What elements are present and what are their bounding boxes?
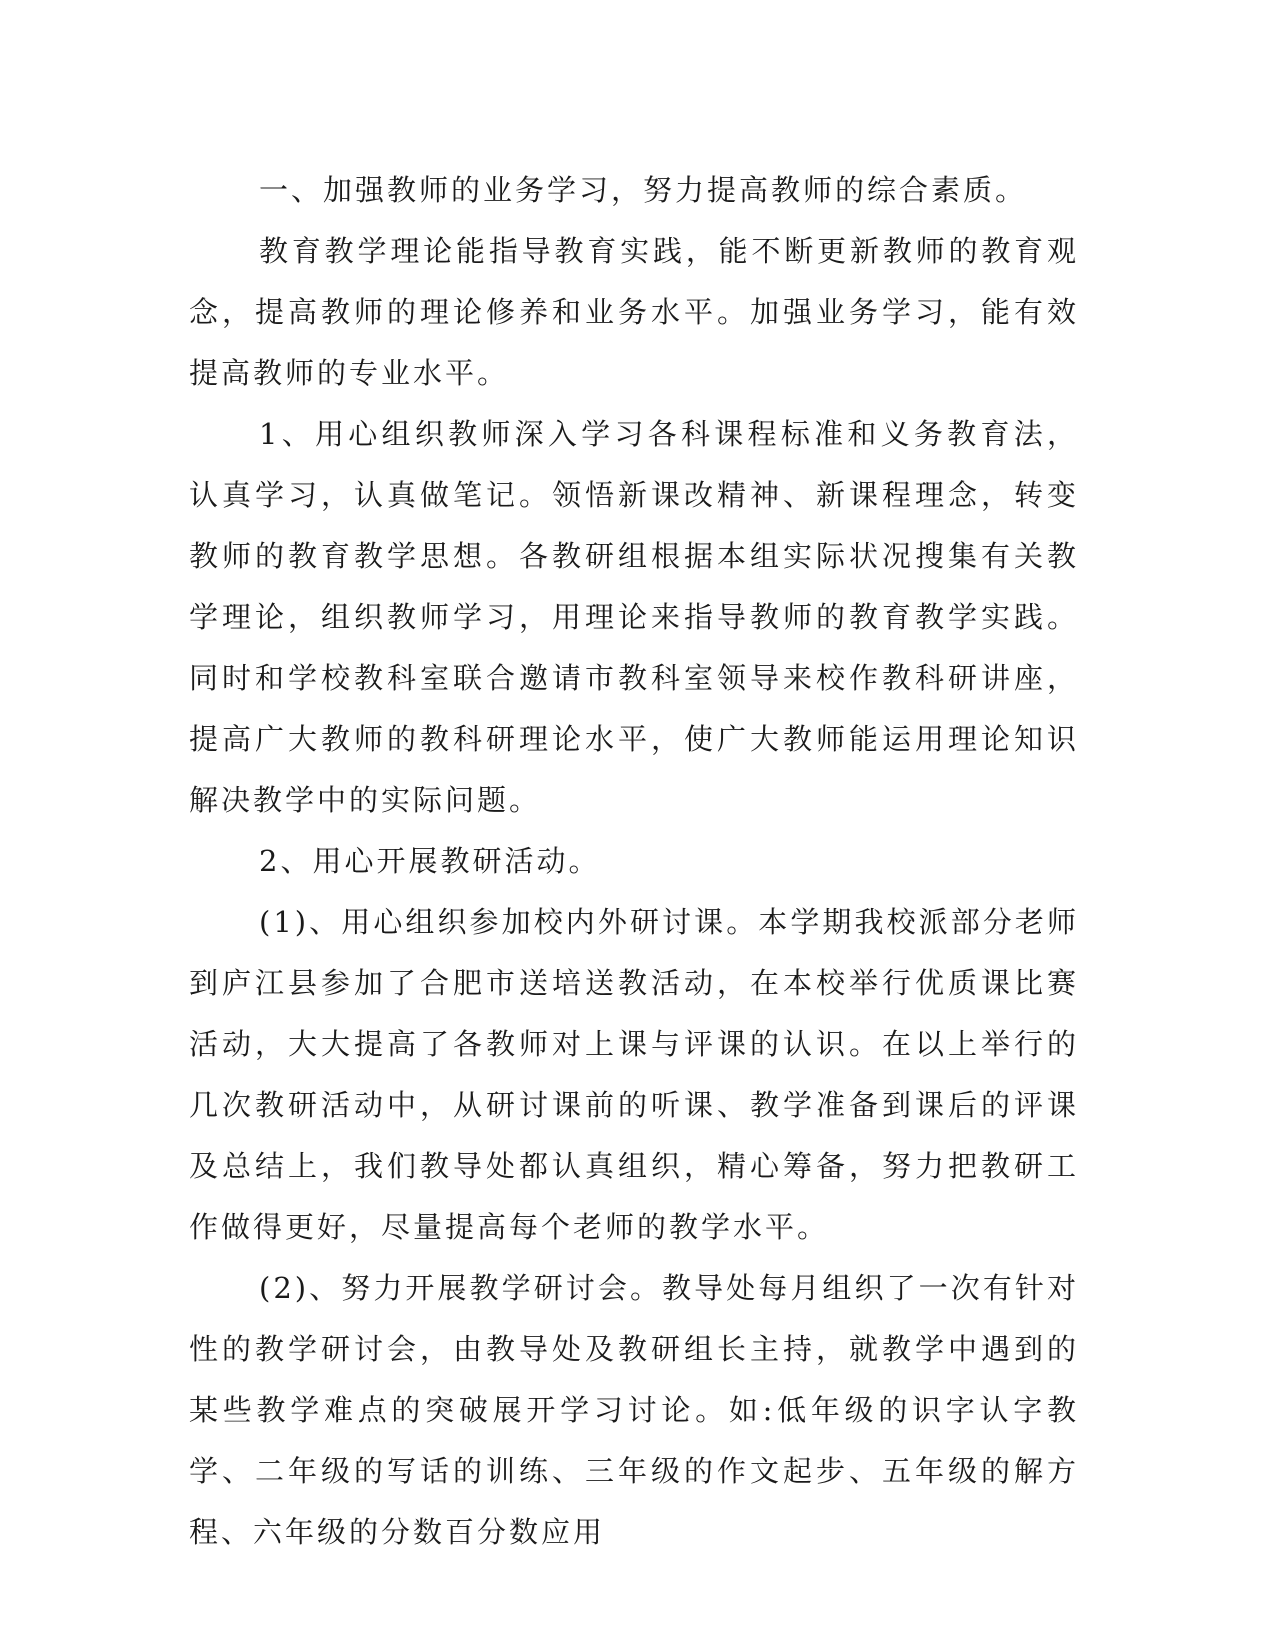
document-body [189,160,1079,1563]
paragraph-item-1: 1、用心组织教师深入学习各科课程标准和义务教育法，认真学习，认真做笔记。领悟新课改精神、新课程理念，转变教师的教育教学思想。各教研组根据本组实际状况搜集有关教学理论，组织教师学习，用理论来指导教师的教育教学实践。同时和学校教科室联合邀请市教科室领导来校作教科研讲座，提高广大教师的教科研理论水平，使广大教师能运用理论知识解决教学中的实际问题。 [189,417,1079,817]
paragraph-item-2: 2、用心开展教研活动。 [259,844,601,878]
section-heading: 一、加强教师的业务学习，努力提高教师的综合素质。 [259,173,1028,207]
paragraph-subitem-1: (1)、用心组织参加校内外研讨课。本学期我校派部分老师到庐江县参加了合肥市送培送教活动，在本校举行优质课比赛活动，大大提高了各教师对上课与评课的认识。在以上举行的几次教研活动中，从研讨课前的听课、教学准备到课后的评课及总结上，我们教导处都认真组织，精心筹备，努力把教研工作做得更好，尽量提高每个老师的教学水平。 [189,905,1079,1244]
paragraph-subitem-2: (2)、努力开展教学研讨会。教导处每月组织了一次有针对性的教学研讨会，由教导处及教研组长主持，就教学中遇到的某些教学难点的突破展开学习讨论。如:低年级的识字认字教学、二年级的写话的训练、三年级的作文起步、五年级的解方程、六年级的分数百分数应用 [189,1271,1079,1549]
paragraph-intro: 教育教学理论能指导教育实践，能不断更新教师的教育观念，提高教师的理论修养和业务水平。加强业务学习，能有效提高教师的专业水平。 [189,234,1079,390]
